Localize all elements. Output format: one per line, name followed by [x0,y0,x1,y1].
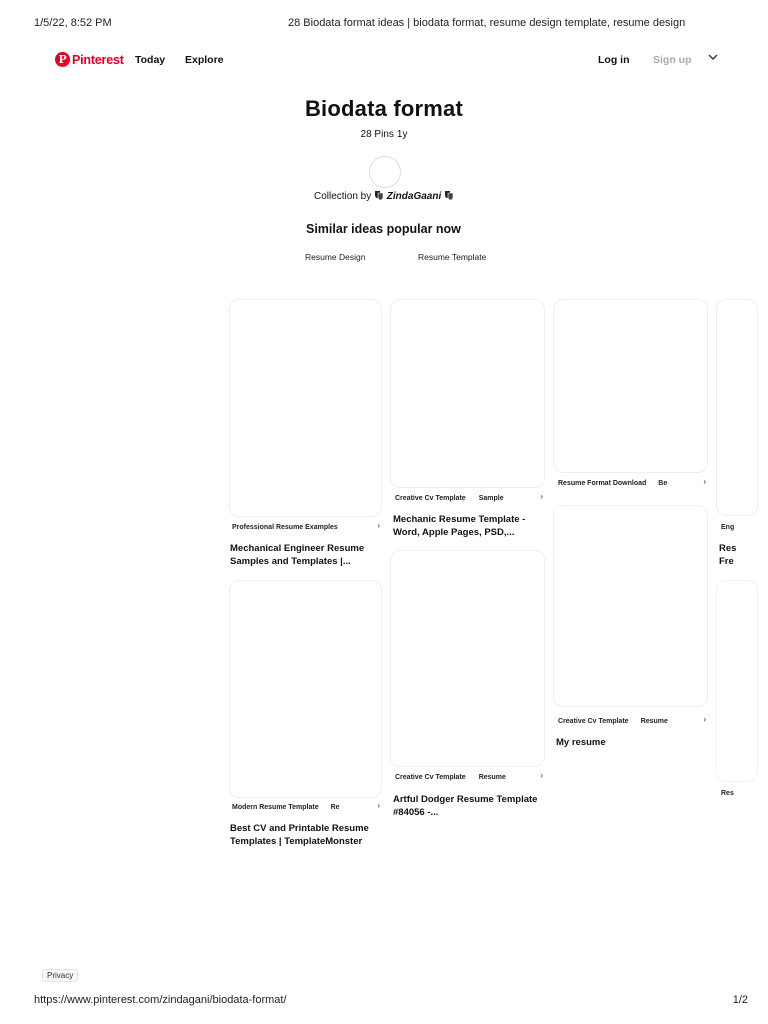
pin-tags[interactable] [721,787,741,799]
board-meta [0,129,768,140]
board-age: 1y [396,129,408,140]
chevron-right-icon[interactable]: › [374,521,380,530]
pin-tag[interactable]: Re [330,803,340,811]
masks-icon [374,190,384,200]
pin-tag[interactable]: Resume [478,773,506,781]
chevron-right-icon[interactable]: › [537,771,543,780]
pin-count: 28 Pins [360,129,394,140]
pin-image[interactable] [390,299,545,488]
chevron-right-icon[interactable]: › [700,715,706,724]
pin-image[interactable] [229,580,382,798]
pin-tag[interactable]: Resume Format Download [558,479,647,487]
idea-pill-resume-design[interactable]: Resume Design [305,252,366,262]
print-page-number: 1/2 [732,994,748,1006]
pin-tag[interactable]: Creative Cv Template [395,773,466,781]
collection-prefix: Collection by [313,191,372,202]
pin-title[interactable]: Mechanical Engineer Resume Samples and Templates |... [230,543,365,567]
board-title: Biodata format [304,96,464,121]
pin-tags[interactable] [232,801,380,813]
pin-tag[interactable]: Creative Cv Template [558,717,629,725]
pinterest-logo[interactable] [55,52,124,67]
pin-tags[interactable] [232,521,380,533]
pin-image[interactable] [553,299,708,473]
login-button[interactable]: Log in [598,54,630,66]
pin-tags[interactable] [558,715,706,727]
owner-name-link[interactable]: ZindaGaani [386,191,442,202]
nav-today-link[interactable]: Today [135,54,166,66]
pin-title[interactable]: Mechanic Resume Template - Word, Apple Pages, PSD,... [393,514,526,538]
chevron-right-icon[interactable]: › [700,477,706,486]
pin-tag[interactable]: Creative Cv Template [395,494,466,502]
pin-tag[interactable]: Resume [640,717,668,725]
pinterest-logo-icon: P [55,52,70,67]
signup-button[interactable]: Sign up [653,54,692,66]
collection-owner-line [0,190,768,202]
pin-tags[interactable] [721,521,741,533]
print-document-title: 28 Biodata format ideas | biodata format, resume design template, resume design [288,17,686,29]
pin-tag[interactable]: Modern Resume Template [232,803,319,811]
pin-tags[interactable] [558,477,706,489]
pin-image[interactable] [229,299,382,517]
logo-text: Pinterest [72,52,124,67]
pin-title[interactable]: Best CV and Printable Resume Templates | TemplateMonster [230,823,369,847]
pin-title[interactable]: My resume [556,737,606,748]
pin-tags[interactable] [395,771,543,783]
pin-tag[interactable]: Eng [721,523,735,531]
pin-title[interactable]: Artful Dodger Resume Template #84056 -... [393,794,538,818]
pin-tag[interactable]: Res [721,789,734,797]
owner-avatar[interactable] [369,156,401,188]
chevron-down-icon[interactable] [706,50,720,64]
masks-icon [444,190,454,200]
pin-image[interactable] [716,580,758,782]
chevron-right-icon[interactable]: › [537,492,543,501]
nav-explore-link[interactable]: Explore [185,54,224,66]
pin-tag[interactable]: Professional Resume Examples [232,523,338,531]
idea-pill-resume-template[interactable]: Resume Template [418,252,487,262]
chevron-right-icon[interactable]: › [374,801,380,810]
print-url: https://www.pinterest.com/zindagani/biodata-format/ [34,994,287,1006]
pin-image[interactable] [553,505,708,707]
pin-tag[interactable]: Sample [478,494,504,502]
pin-tag[interactable]: Be [658,479,668,487]
pin-tags[interactable] [395,492,543,504]
top-nav [0,50,768,72]
similar-ideas-heading: Similar ideas popular now [306,222,461,236]
print-date: 1/5/22, 8:52 PM [34,17,112,29]
pin-image[interactable] [390,550,545,767]
privacy-button[interactable]: Privacy [42,969,78,982]
pin-title[interactable]: Res Fre [719,543,737,567]
pin-image[interactable] [716,299,758,516]
